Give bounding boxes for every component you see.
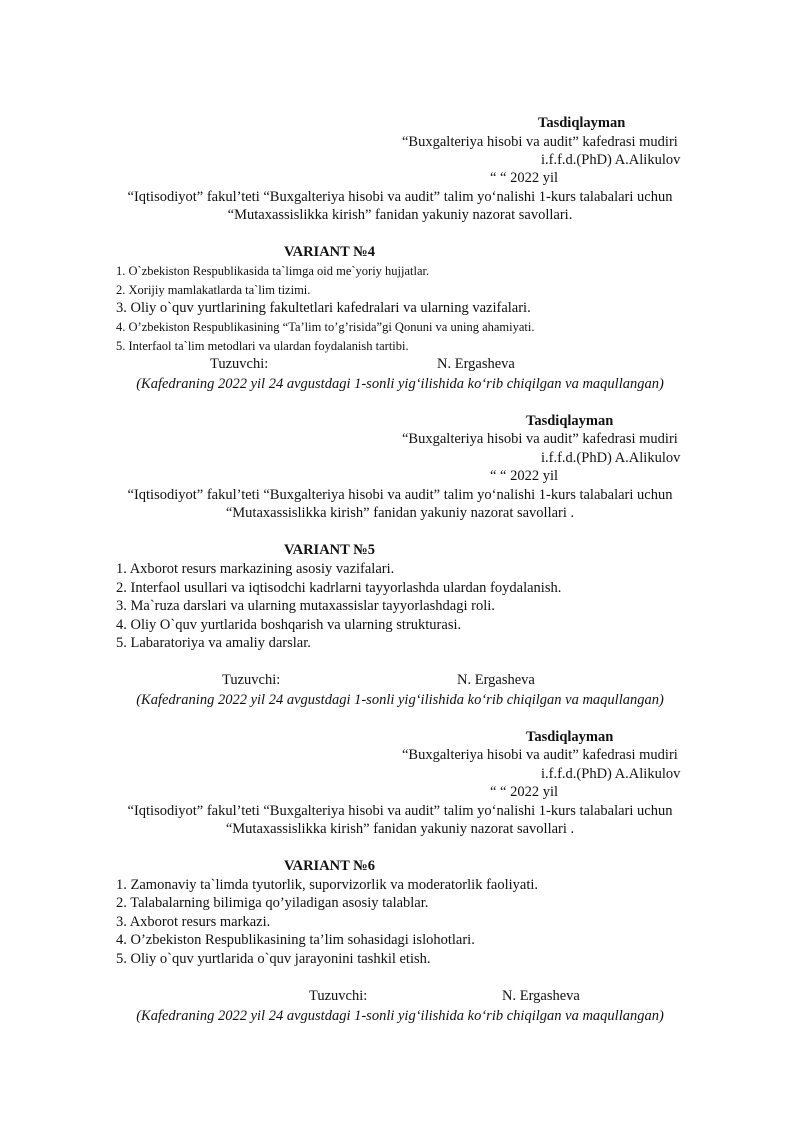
heading-line-2: “Mutaxassislikka kirish” fanidan yakuniy nazorat savollari . <box>225 821 575 837</box>
date-line: “ “ 2022 yil <box>490 468 559 484</box>
compiler-label: Tuzuvchi: <box>309 988 368 1004</box>
heading-line-2: “Mutaxassislikka kirish” fanidan yakuniy nazorat savollari. <box>227 207 573 223</box>
compiler-name: N. Ergasheva <box>502 988 580 1004</box>
variant-title: VARIANT №5 <box>284 542 375 558</box>
question-item: 1. Zamonaviy ta`limda tyutorlik, suporvizorlik va moderatorlik faoliyati. <box>116 877 539 893</box>
question-item: 5. Interfaol ta`lim metodlari va ulardan foydalanish tartibi. <box>116 339 409 353</box>
question-item: 4. Oliy O`quv yurtlarida boshqarish va ularning strukturasi. <box>116 617 462 633</box>
question-item: 4. O’zbekiston Respublikasining ta’lim sohasidagi islohotlari. <box>116 932 475 948</box>
question-item: 2. Talabalarning bilimiga qo’yiladigan asosiy talablar. <box>116 895 429 911</box>
compiler-name: N. Ergasheva <box>437 356 515 372</box>
date-line: “ “ 2022 yil <box>490 784 559 800</box>
heading-line-1: “Iqtisodiyot” fakul’teti “Buxgalteriya hisobi va audit” talim yo‘nalishi 1-kurs talabalari uchun <box>127 189 673 205</box>
department-line: “Buxgalteriya hisobi va audit” kafedrasi mudiri <box>402 747 678 763</box>
variant-title: VARIANT №6 <box>284 858 375 874</box>
question-item: 3. Oliy o`quv yurtlarining fakultetlari kafedralari va ularning vazifalari. <box>116 300 531 316</box>
question-item: 1. Axborot resurs markazining asosiy vazifalari. <box>116 561 395 577</box>
head-of-department: i.f.f.d.(PhD) A.Alikulov <box>541 152 681 168</box>
date-line: “ “ 2022 yil <box>490 170 559 186</box>
approval-note: (Kafedraning 2022 yil 24 avgustdagi 1-sonli yig‘ilishida ko‘rib chiqilgan va maqullangan) <box>136 376 664 392</box>
question-item: 5. Oliy o`quv yurtlarida o`quv jarayonini tashkil etish. <box>116 951 431 967</box>
head-of-department: i.f.f.d.(PhD) A.Alikulov <box>541 766 681 782</box>
compiler-label: Tuzuvchi: <box>222 672 281 688</box>
question-item: 5. Labaratoriya va amaliy darslar. <box>116 635 311 651</box>
department-line: “Buxgalteriya hisobi va audit” kafedrasi mudiri <box>402 431 678 447</box>
heading-line-1: “Iqtisodiyot” fakul’teti “Buxgalteriya hisobi va audit” talim yo‘nalishi 1-kurs talabalari uchun <box>127 803 673 819</box>
question-item: 4. O’zbekiston Respublikasining “Ta’lim to’g’risida”gi Qonuni va uning ahamiyati. <box>116 320 535 334</box>
question-item: 1. O`zbekiston Respublikasida ta`limga oid me`yoriy hujjatlar. <box>116 264 430 278</box>
question-item: 3. Axborot resurs markazi. <box>116 914 271 930</box>
compiler-label: Tuzuvchi: <box>210 356 269 372</box>
question-item: 2. Xorijiy mamlakatlarda ta`lim tizimi. <box>116 283 311 297</box>
approval-note: (Kafedraning 2022 yil 24 avgustdagi 1-sonli yig‘ilishida ko‘rib chiqilgan va maqullangan) <box>136 692 664 708</box>
question-item: 3. Ma`ruza darslari va ularning mutaxassislar tayyorlashdagi roli. <box>116 598 495 614</box>
department-line: “Buxgalteriya hisobi va audit” kafedrasi mudiri <box>402 134 678 150</box>
head-of-department: i.f.f.d.(PhD) A.Alikulov <box>541 450 681 466</box>
question-item: 2. Interfaol usullari va iqtisodchi kadrlarni tayyorlashda ulardan foydalanish. <box>116 580 562 596</box>
approve-title: Tasdiqlayman <box>526 729 614 745</box>
heading-line-1: “Iqtisodiyot” fakul’teti “Buxgalteriya hisobi va audit” talim yo‘nalishi 1-kurs talabalari uchun <box>127 487 673 503</box>
approve-title: Tasdiqlayman <box>538 115 626 131</box>
variant-title: VARIANT №4 <box>284 244 375 260</box>
approve-title: Tasdiqlayman <box>526 413 614 429</box>
approval-note: (Kafedraning 2022 yil 24 avgustdagi 1-sonli yig‘ilishida ko‘rib chiqilgan va maqullangan) <box>136 1008 664 1024</box>
heading-line-2: “Mutaxassislikka kirish” fanidan yakuniy nazorat savollari . <box>225 505 575 521</box>
compiler-name: N. Ergasheva <box>457 672 535 688</box>
